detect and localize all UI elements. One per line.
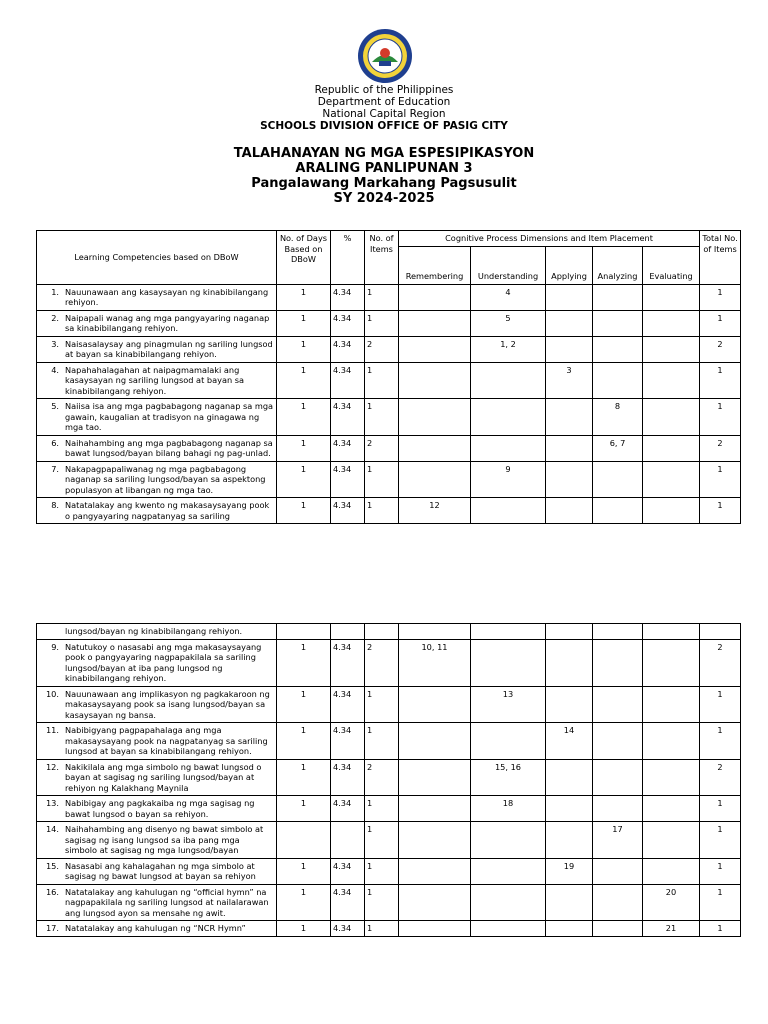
competency-number: 1. [51,286,59,297]
percent-cell: 4.34 [331,921,365,937]
total-cell: 1 [700,822,741,859]
table-row [37,858,741,884]
percent-cell: 4.34 [331,362,365,399]
table-row [37,399,741,436]
items-cell: 1 [365,399,399,436]
analyzing-cell [593,858,643,884]
applying-cell [546,639,593,686]
remembering-cell [399,310,471,336]
percent-cell: 4.34 [331,498,365,524]
percent-cell: 4.34 [331,310,365,336]
analyzing-cell [593,284,643,310]
competency-number: 3. [51,338,59,349]
competency-cell [37,858,277,884]
remembering-cell [399,921,471,937]
table-row [37,310,741,336]
remembering-cell [399,284,471,310]
days-cell: 1 [277,498,331,524]
evaluating-cell [643,435,700,461]
table-row [37,336,741,362]
header-items: No. of Items [365,231,399,285]
competency-number: 6. [51,437,59,448]
remembering-cell [399,461,471,498]
evaluating-cell [643,858,700,884]
understanding-cell [471,435,546,461]
understanding-cell: 4 [471,284,546,310]
applying-cell [546,624,593,640]
understanding-cell [471,639,546,686]
analyzing-cell [593,796,643,822]
competency-number: 15. [45,860,59,871]
applying-cell [546,759,593,796]
total-cell: 1 [700,362,741,399]
competency-cell [37,639,277,686]
items-cell: 1 [365,796,399,822]
competency-number: 17. [45,923,59,933]
analyzing-cell [593,362,643,399]
remembering-cell [399,822,471,859]
header-understanding: Understanding [471,246,546,284]
percent-cell: 4.34 [331,759,365,796]
applying-cell: 19 [546,858,593,884]
competency-cell [37,822,277,859]
table-row [37,921,741,937]
analyzing-cell [593,624,643,640]
table-row [37,624,741,640]
applying-cell [546,686,593,723]
department-line: Department of Education [317,96,451,108]
analyzing-cell [593,461,643,498]
competency-cell [37,336,277,362]
competency-cell [37,399,277,436]
remembering-cell [399,435,471,461]
days-cell: 1 [277,796,331,822]
understanding-cell: 18 [471,796,546,822]
analyzing-cell: 17 [593,822,643,859]
total-cell: 1 [700,399,741,436]
table-row [37,686,741,723]
days-cell: 1 [277,723,331,760]
percent-cell: 4.34 [331,461,365,498]
competency-cell [37,723,277,760]
total-cell: 1 [700,723,741,760]
days-cell: 1 [277,639,331,686]
days-cell: 1 [277,759,331,796]
evaluating-cell [643,723,700,760]
table-row [37,435,741,461]
remembering-cell: 12 [399,498,471,524]
competency-text: Natatalakay ang kahulugan ng “official hymn” na nagpapakilala ng sariling lungsod at nailalarawan ang lungsod ayon sa mensahe ng awit. [65,886,269,918]
competency-number: 2. [51,312,59,323]
items-cell: 1 [365,686,399,723]
title-line-4: SY 2024-2025 [333,191,435,206]
days-cell: 1 [277,461,331,498]
evaluating-cell [643,624,700,640]
items-cell: 2 [365,639,399,686]
analyzing-cell [593,759,643,796]
days-cell: 1 [277,336,331,362]
days-cell: 1 [277,284,331,310]
competency-text: lungsod/bayan ng kinabibilangang rehiyon. [65,626,243,636]
analyzing-cell [593,884,643,921]
total-cell: 1 [700,461,741,498]
header-applying: Applying [546,246,593,284]
competency-number [39,626,65,637]
days-cell: 1 [277,858,331,884]
evaluating-cell [643,759,700,796]
days-cell: 1 [277,884,331,921]
remembering-cell [399,624,471,640]
competency-text: Nakapagpapaliwanag ng mga pagbabagong naganap sa sariling lungsod/bayan sa aspektong populasyon at libangan ng mga tao. [65,463,266,495]
header-remembering: Remembering [399,246,471,284]
title-line-3: Pangalawang Markahang Pagsusulit [251,176,517,191]
items-cell: 1 [365,858,399,884]
evaluating-cell [643,686,700,723]
header-total: Total No. of Items [700,231,741,285]
competency-number: 7. [51,463,59,474]
competency-number: 10. [45,688,59,699]
header-days: No. of Days Based on DBoW [277,231,331,285]
competency-cell [37,759,277,796]
document-title [0,146,768,206]
total-cell: 1 [700,686,741,723]
understanding-cell: 1, 2 [471,336,546,362]
percent-cell: 4.34 [331,884,365,921]
understanding-cell: 9 [471,461,546,498]
total-cell: 1 [700,921,741,937]
competency-text: Naihahambing ang disenyo ng bawat simbolo at sagisag ng isang lungsod sa iba pang mga simbolo at sagisag ng mga lungsod/bayan [65,824,264,855]
understanding-cell: 13 [471,686,546,723]
evaluating-cell [643,336,700,362]
competency-cell [37,461,277,498]
table-row [37,822,741,859]
days-cell: 1 [277,435,331,461]
table-row [37,461,741,498]
items-cell [365,624,399,640]
competency-text: Nakikilala ang mga simbolo ng bawat lungsod o bayan at sagisag ng sariling lungsod/bayan at rehiyon ng Kalakhang Maynila [65,761,262,793]
remembering-cell [399,796,471,822]
percent-cell: 4.34 [331,796,365,822]
percent-cell: 4.34 [331,284,365,310]
table-row [37,759,741,796]
page-break [0,586,768,622]
competency-number: 12. [45,761,59,772]
percent-cell: 4.34 [331,858,365,884]
understanding-cell [471,858,546,884]
competency-number: 11. [45,725,59,735]
applying-cell [546,884,593,921]
days-cell: 1 [277,686,331,723]
applying-cell [546,498,593,524]
competency-number: 9. [51,641,59,652]
analyzing-cell [593,686,643,723]
evaluating-cell [643,639,700,686]
days-cell: 1 [277,362,331,399]
items-cell: 1 [365,498,399,524]
days-cell: 1 [277,399,331,436]
competency-text: Natatalakay ang kwento ng makasaysayang pook o pangyayaring nagpatanyag sa sariling [65,500,270,521]
competency-text: Nauunawaan ang kasaysayan ng kinabibilangang rehiyon. [65,286,269,307]
competency-text: Naiisa isa ang mga pagbabagong naganap sa mga gawain, kaugalian at tradisyon na ginagawa ng mga tao. [65,401,274,432]
total-cell: 2 [700,435,741,461]
items-cell: 1 [365,884,399,921]
competency-cell [37,284,277,310]
header-percent: % [331,231,365,285]
table-row [37,796,741,822]
analyzing-cell: 6, 7 [593,435,643,461]
analyzing-cell [593,639,643,686]
applying-cell [546,310,593,336]
competency-cell [37,921,277,937]
competency-cell [37,435,277,461]
analyzing-cell [593,310,643,336]
total-cell: 1 [700,858,741,884]
competency-text: Natutukoy o nasasabi ang mga makasaysayang pook o pangyayaring nagpapakilala sa sariling lungsod/bayan at iba pang lungsod ng kinabibilangang rehiyon. [65,641,262,683]
competency-number: 5. [51,401,59,411]
understanding-cell: 5 [471,310,546,336]
analyzing-cell [593,921,643,937]
days-cell: 1 [277,310,331,336]
remembering-cell [399,686,471,723]
title-line-1: TALAHANAYAN NG MGA ESPESIPIKASYON [233,146,535,161]
header-cognitive: Cognitive Process Dimensions and Item Placement [399,231,700,247]
remembering-cell [399,759,471,796]
percent-cell [331,822,365,859]
applying-cell [546,921,593,937]
competency-cell [37,796,277,822]
total-cell: 1 [700,796,741,822]
applying-cell: 3 [546,362,593,399]
competency-cell [37,362,277,399]
percent-cell [331,624,365,640]
total-cell: 1 [700,884,741,921]
specification-table-page1 [36,230,741,524]
items-cell: 2 [365,759,399,796]
items-cell: 1 [365,362,399,399]
evaluating-cell: 21 [643,921,700,937]
competency-number: 4. [51,364,59,375]
evaluating-cell [643,822,700,859]
understanding-cell: 15, 16 [471,759,546,796]
items-cell: 1 [365,310,399,336]
understanding-cell [471,723,546,760]
division-line: SCHOOLS DIVISION OFFICE OF PASIG CITY [260,120,508,132]
competency-cell [37,686,277,723]
competency-number: 8. [51,500,59,510]
understanding-cell [471,624,546,640]
competency-number: 16. [45,886,59,897]
days-cell [277,822,331,859]
total-cell: 2 [700,759,741,796]
header-evaluating: Evaluating [643,246,700,284]
applying-cell: 14 [546,723,593,760]
competency-text: Natatalakay ang kahulugan ng “NCR Hymn” [65,923,246,933]
specification-table-page2 [36,623,741,937]
total-cell: 1 [700,498,741,524]
competency-number: 13. [45,798,59,808]
competency-text: Nabibigay ang pagkakaiba ng mga sagisag ng bawat lungsod o bayan sa rehiyon. [65,798,255,819]
applying-cell [546,796,593,822]
analyzing-cell [593,336,643,362]
evaluating-cell [643,310,700,336]
items-cell: 2 [365,435,399,461]
table-row [37,284,741,310]
applying-cell [546,284,593,310]
applying-cell [546,435,593,461]
header-competencies: Learning Competencies based on DBoW [37,231,277,285]
understanding-cell [471,921,546,937]
competency-cell [37,624,277,640]
applying-cell [546,461,593,498]
percent-cell: 4.34 [331,686,365,723]
understanding-cell [471,399,546,436]
table-row [37,884,741,921]
remembering-cell [399,362,471,399]
applying-cell [546,336,593,362]
remembering-cell [399,399,471,436]
applying-cell [546,822,593,859]
competency-text: Nasasabi ang kahalagahan ng mga simbolo at sagisag ng bawat lungsod at bayan sa rehiyon [65,860,256,881]
competency-text: Napahahalagahan at naipagmamalaki ang kasaysayan ng sariling lungsod at bayan sa kinabibilangang rehiyon. [65,364,245,396]
items-cell: 1 [365,723,399,760]
header-analyzing: Analyzing [593,246,643,284]
republic-line: Republic of the Philippines [314,84,454,96]
percent-cell: 4.34 [331,723,365,760]
items-cell: 1 [365,461,399,498]
evaluating-cell: 20 [643,884,700,921]
understanding-cell [471,822,546,859]
remembering-cell: 10, 11 [399,639,471,686]
days-cell: 1 [277,921,331,937]
understanding-cell [471,884,546,921]
understanding-cell [471,498,546,524]
competency-cell [37,498,277,524]
analyzing-cell [593,723,643,760]
applying-cell [546,399,593,436]
evaluating-cell [643,796,700,822]
total-cell: 2 [700,639,741,686]
remembering-cell [399,723,471,760]
competency-number: 14. [45,824,59,834]
items-cell: 1 [365,284,399,310]
deped-division-seal [357,28,413,84]
competency-text: Nauunawaan ang implikasyon ng pagkakaroon ng makasaysayang pook sa isang lungsod/bayan sa kasaysayan ng bansa. [65,688,270,720]
evaluating-cell [643,284,700,310]
table-row [37,639,741,686]
evaluating-cell [643,399,700,436]
table-row [37,498,741,524]
remembering-cell [399,884,471,921]
understanding-cell [471,362,546,399]
items-cell: 2 [365,336,399,362]
competency-cell [37,884,277,921]
competency-text: Naipapali wanag ang mga pangyayaring naganap sa kinabibilangang rehiyon. [65,312,270,333]
percent-cell: 4.34 [331,639,365,686]
table-row [37,723,741,760]
analyzing-cell: 8 [593,399,643,436]
title-line-2: ARALING PANLIPUNAN 3 [295,161,473,176]
total-cell: 2 [700,336,741,362]
analyzing-cell [593,498,643,524]
competency-text: Naisasalaysay ang pinagmulan ng sariling lungsod at bayan sa kinabibilangang rehiyon. [65,338,273,359]
percent-cell: 4.34 [331,399,365,436]
total-cell: 1 [700,310,741,336]
days-cell [277,624,331,640]
competency-text: Naihahambing ang mga pagbabagong naganap sa bawat lungsod/bayan bilang bahagi ng pag-unlad. [65,437,273,458]
items-cell: 1 [365,921,399,937]
percent-cell: 4.34 [331,435,365,461]
competency-text: Nabibigyang pagpapahalaga ang mga makasaysayang pook na nagpatanyag sa sariling lungsod at bayan sa kinabibilangang rehiyon. [65,725,268,756]
remembering-cell [399,858,471,884]
letterhead [0,84,768,132]
evaluating-cell [643,498,700,524]
evaluating-cell [643,461,700,498]
total-cell [700,624,741,640]
evaluating-cell [643,362,700,399]
remembering-cell [399,336,471,362]
table-row [37,362,741,399]
competency-cell [37,310,277,336]
total-cell: 1 [700,284,741,310]
region-line: National Capital Region [322,108,446,120]
percent-cell: 4.34 [331,336,365,362]
items-cell: 1 [365,822,399,859]
